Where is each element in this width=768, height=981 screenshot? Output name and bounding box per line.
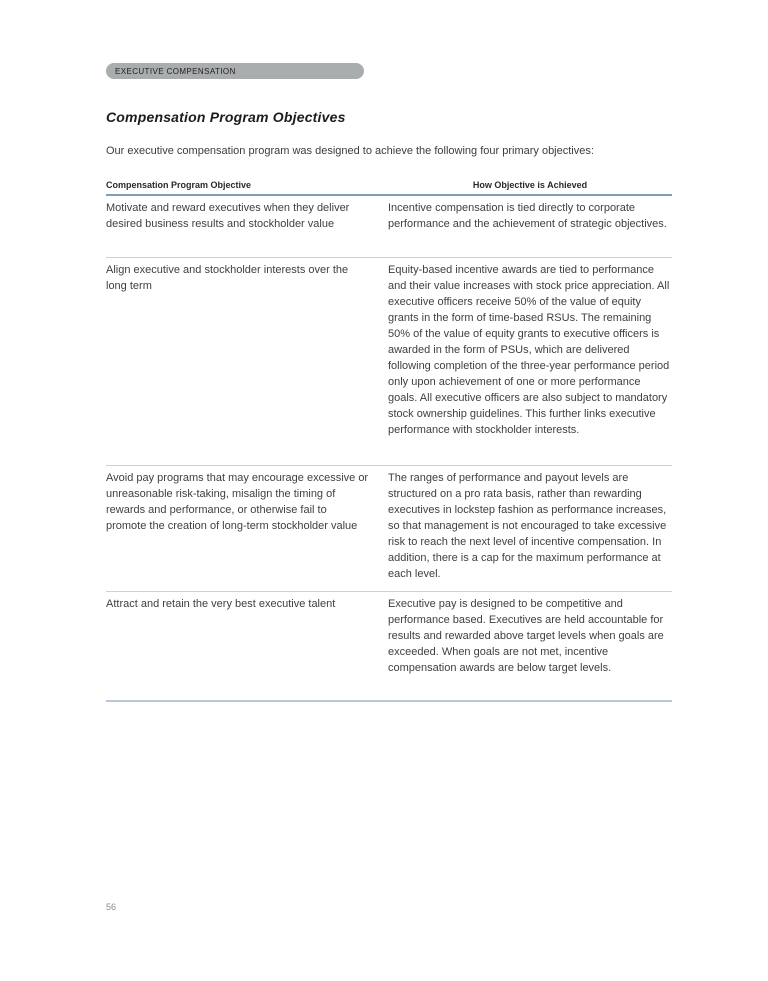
table-row: [106, 592, 672, 702]
achieved-cell: The ranges of performance and payout levels are structured on a pro rata basis, rather than rewarding executives in lockstep fashion as performance increases, so that management is not encouraged to take excessive risk to reach the next level of incentive compensation. In addition, there is a cap for the maximum performance at each level.: [388, 472, 667, 580]
column-gap: [370, 470, 388, 591]
column-header-objective: Compensation Program Objective: [106, 180, 252, 190]
intro-paragraph: Our executive compensation program was designed to achieve the following four primary objectives:: [106, 145, 594, 157]
section-banner-label: EXECUTIVE COMPENSATION: [115, 66, 236, 76]
table-row: [106, 466, 672, 592]
column-gap: [370, 596, 388, 700]
achieved-cell: Incentive compensation is tied directly to corporate performance and the achievement of strategic objectives.: [388, 202, 667, 230]
column-header-achieved: How Objective is Achieved: [472, 180, 588, 190]
table-row: [106, 258, 672, 466]
objective-cell: Align executive and stockholder interests over the long term: [106, 264, 349, 292]
achieved-cell: Equity-based incentive awards are tied to performance and their value increases with stock price appreciation. All executive officers receive 50% of the value of equity grants in the form of time-based RSUs. The remaining 50% of the value of equity grants to executive officers is awarded in the form of PSUs, which are delivered following completion of the three-year performance period only upon achievement of one or more performance goals. All executive officers are also subject to mandatory stock ownership guidelines. This further links executive performance with stockholder interests.: [388, 264, 670, 436]
objectives-table: [106, 180, 672, 702]
objective-cell: Attract and retain the very best executive talent: [106, 598, 336, 610]
objective-cell: Motivate and reward executives when they deliver desired business results and stockholder value: [106, 202, 350, 230]
page-number: 56: [106, 902, 117, 912]
column-gap: [370, 180, 388, 191]
table-header-row: [106, 180, 672, 196]
column-gap: [370, 262, 388, 465]
page-content: [106, 0, 672, 702]
page-title: Compensation Program Objectives: [106, 109, 346, 125]
section-banner: [106, 63, 364, 79]
objective-cell: Avoid pay programs that may encourage excessive or unreasonable risk-taking, misalign the timing of rewards and performance, or otherwise fail to promote the creation of long-term stockholder value: [106, 472, 369, 532]
achieved-cell: Executive pay is designed to be competitive and performance based. Executives are held accountable for results and rewarded above target levels when goals are exceeded. When goals are not met, incentive compensation awards are below target levels.: [388, 598, 664, 674]
table-row: [106, 196, 672, 258]
column-gap: [370, 200, 388, 257]
